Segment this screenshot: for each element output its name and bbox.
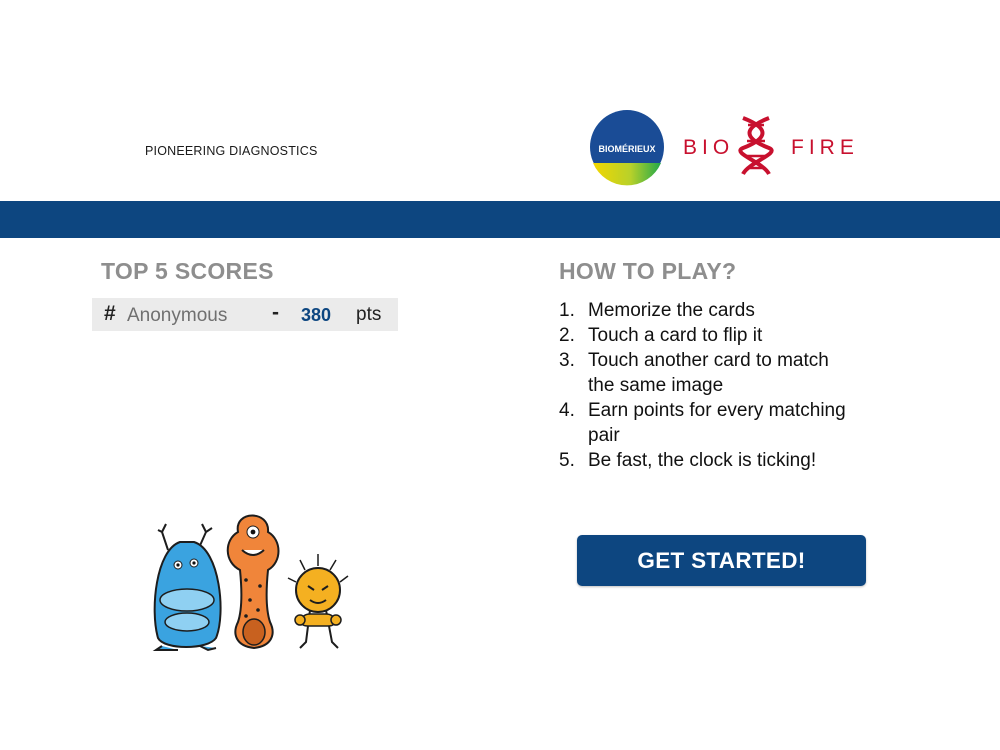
- list-item: 1. Memorize the cards: [559, 300, 755, 321]
- germ-monsters-illustration: [150, 510, 365, 655]
- dna-helix-icon: [735, 116, 777, 176]
- score-points-unit: pts: [356, 304, 382, 325]
- yellow-monster-icon: [288, 554, 348, 648]
- score-separator: -: [272, 301, 279, 324]
- biomerieux-wordmark: BIOMÉRIEUX: [598, 144, 656, 154]
- how-to-play-steps: [559, 298, 878, 473]
- how-to-play-title: HOW TO PLAY?: [559, 258, 737, 284]
- biofire-logo: [683, 116, 873, 178]
- list-item: 2. Touch a card to flip it: [559, 325, 763, 346]
- top-scores-title: TOP 5 SCORES: [101, 258, 274, 284]
- list-item: 4. Earn points for every matching pair: [559, 400, 846, 446]
- score-points: 380: [301, 305, 332, 325]
- biofire-wordmark-left: BIO: [683, 136, 735, 159]
- brand-tagline: PIONEERING DIAGNOSTICS: [145, 144, 318, 158]
- orange-monster-icon: [228, 516, 279, 649]
- score-rank-symbol: #: [104, 302, 116, 325]
- header-band: [0, 201, 1000, 238]
- list-item: 3. Touch another card to match the same image: [559, 350, 829, 396]
- blue-monster-icon: [155, 524, 221, 650]
- biofire-wordmark-right: FIRE: [791, 136, 859, 159]
- score-player-name: Anonymous: [127, 305, 228, 326]
- biomerieux-logo: [590, 108, 664, 186]
- list-item: 5. Be fast, the clock is ticking!: [559, 450, 817, 471]
- score-row: [92, 298, 398, 331]
- get-started-button[interactable]: GET STARTED!: [577, 535, 866, 586]
